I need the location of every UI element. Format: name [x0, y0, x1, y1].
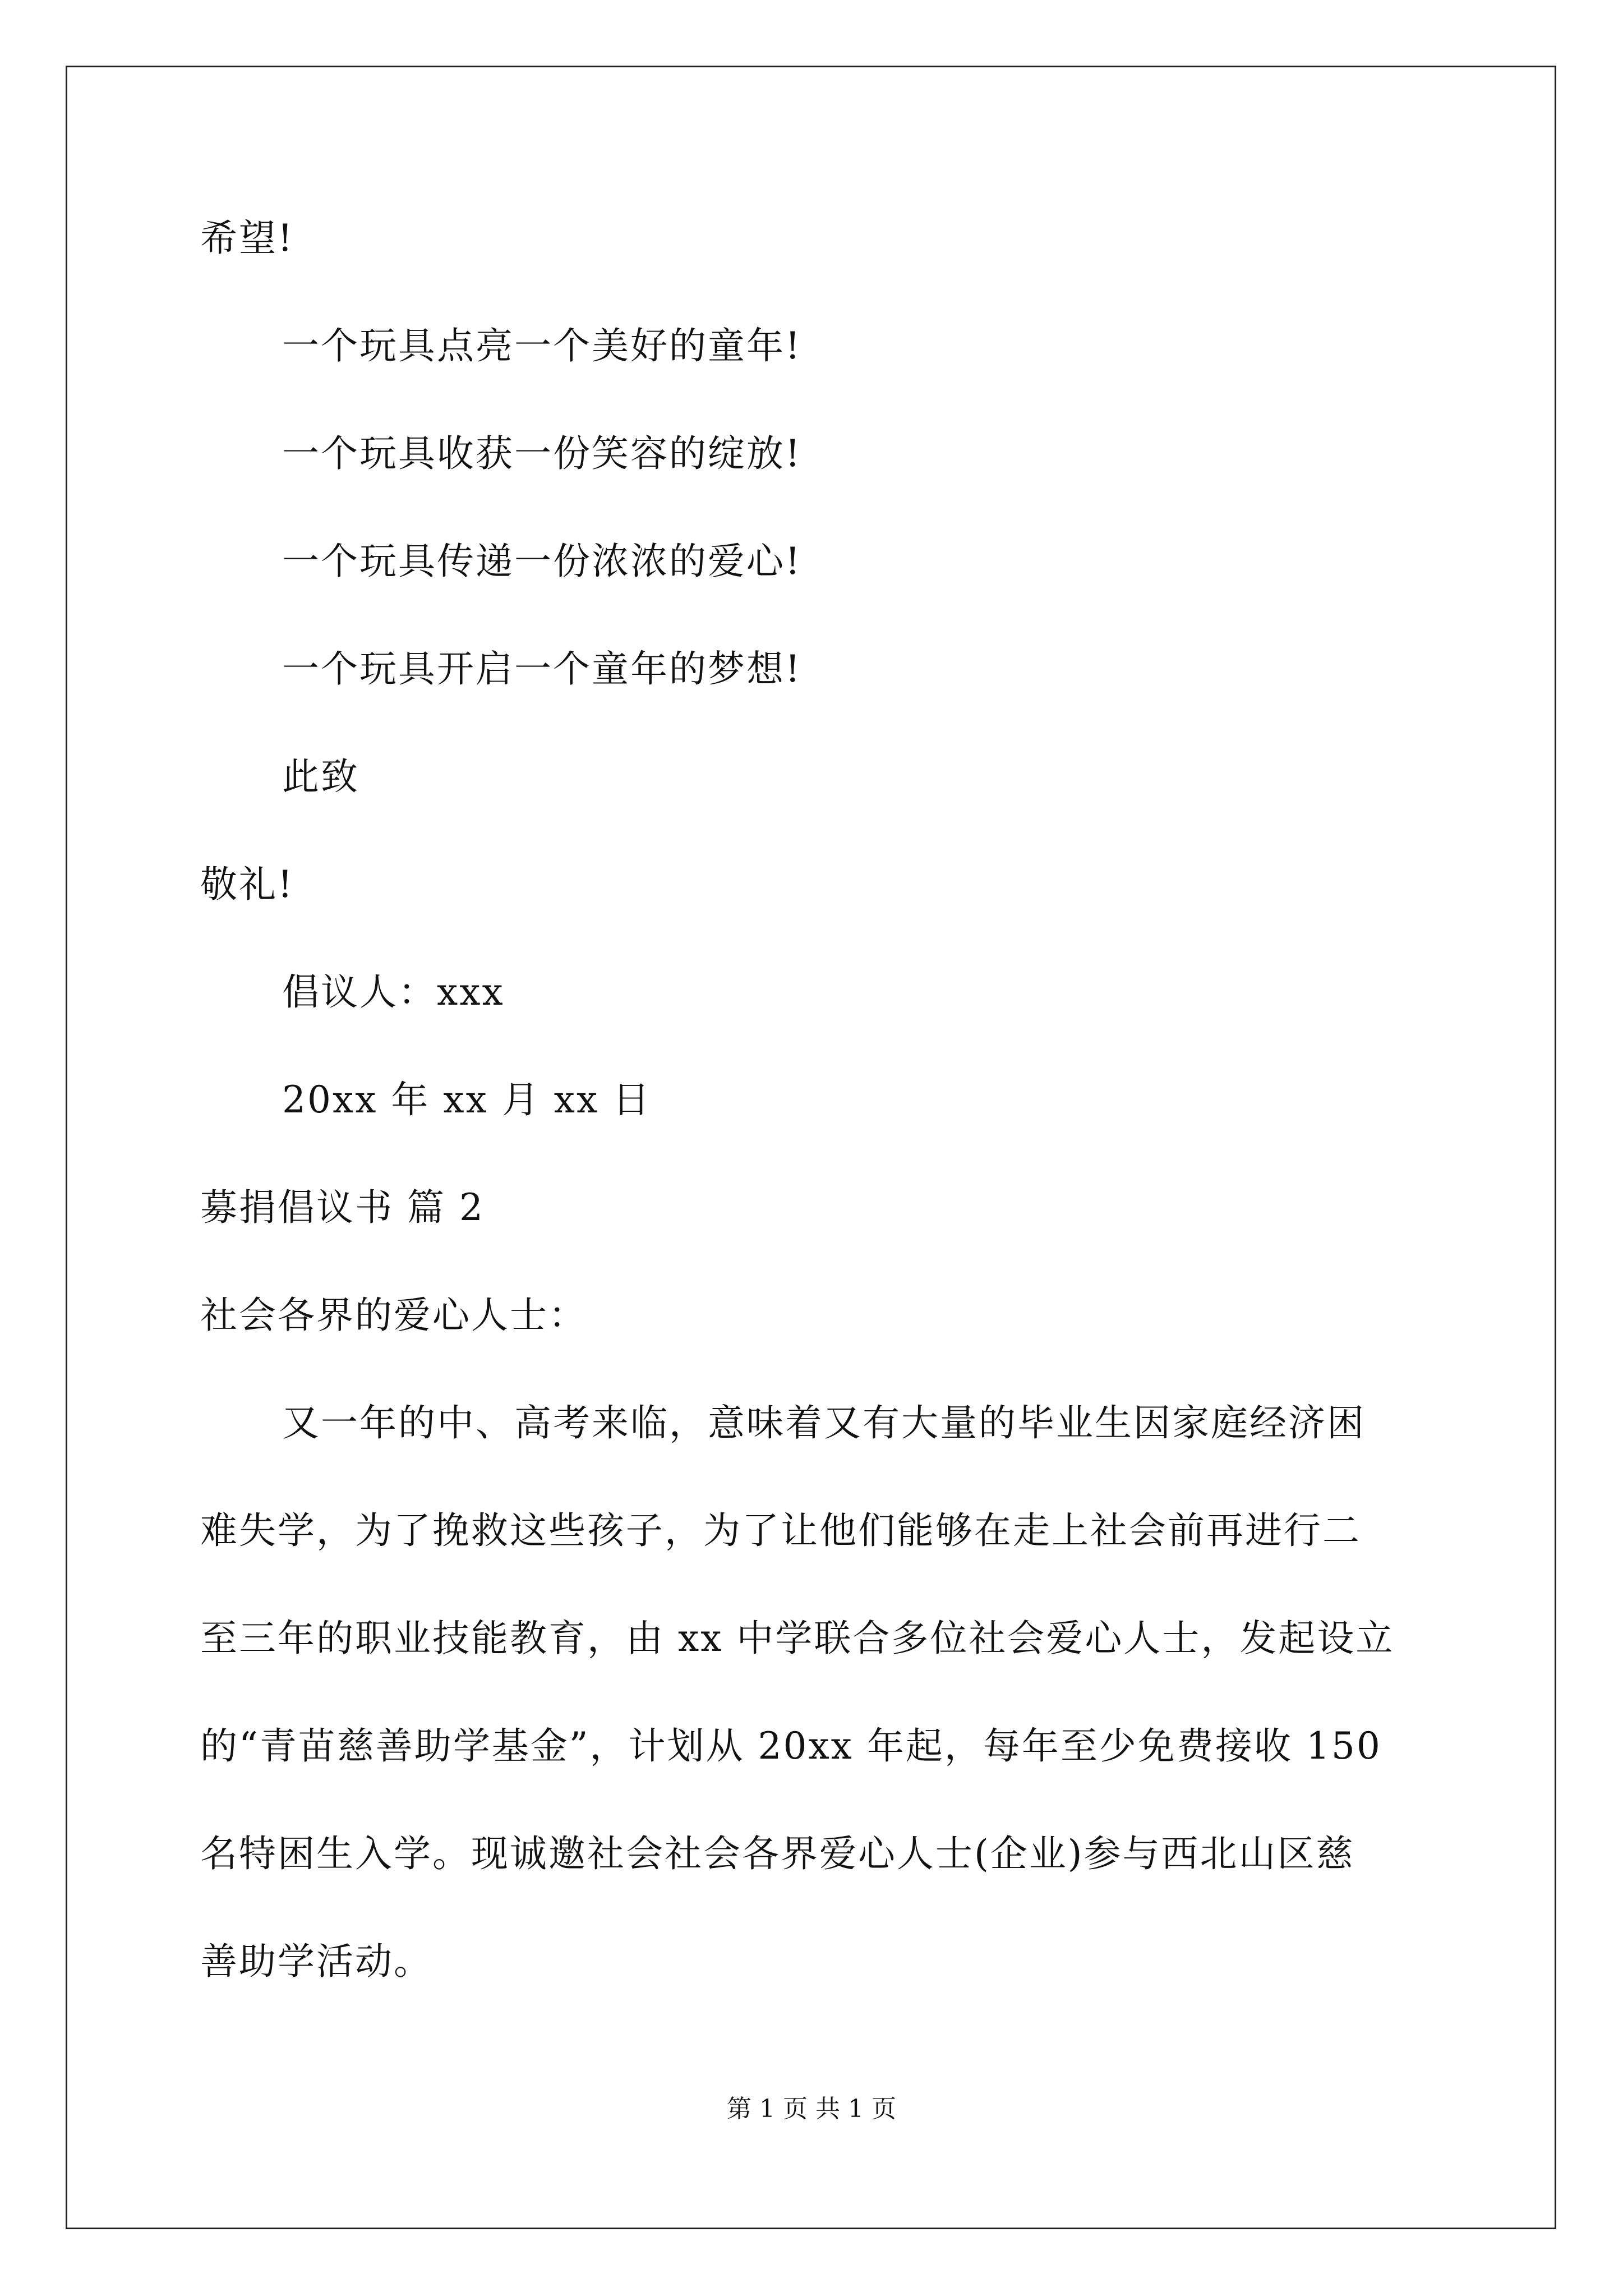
page-footer: 第 1 页 共 1 页 — [727, 2095, 896, 2123]
paragraph-line: 又一年的中、高考来临，意味着又有大量的毕业生因家庭经济困 — [282, 1401, 1366, 1444]
salutation-line: 敬礼! — [200, 863, 294, 906]
date-line: 20xx 年 xx 月 xx 日 — [282, 1078, 652, 1121]
paragraph-line: 善助学活动。 — [200, 1940, 432, 1983]
section-heading: 募捐倡议书 篇 2 — [200, 1186, 485, 1229]
paragraph-line: 的“青苗慈善助学基金”，计划从 20xx 年起，每年至少免费接收 150 — [200, 1724, 1382, 1768]
greeting-line: 社会各界的爱心人士： — [200, 1294, 587, 1337]
paragraph-line: 至三年的职业技能教育，由 xx 中学联合多位社会爱心人士，发起设立 — [200, 1617, 1395, 1660]
slogan-line: 一个玩具点亮一个美好的童年! — [282, 324, 802, 367]
slogan-line: 一个玩具开启一个童年的梦想! — [282, 647, 802, 691]
signer-line: 倡议人：xxx — [282, 970, 505, 1014]
closing-line: 此致 — [282, 755, 359, 798]
document-body — [200, 217, 1434, 1983]
paragraph-line: 名特困生入学。现诚邀社会社会各界爱心人士(企业)参与西北山区慈 — [200, 1832, 1355, 1875]
slogan-line: 一个玩具传递一份浓浓的爱心! — [282, 540, 802, 583]
paragraph-line: 难失学，为了挽救这些孩子，为了让他们能够在走上社会前再进行二 — [200, 1509, 1361, 1552]
text-line: 希望! — [200, 217, 294, 260]
body-paragraph — [200, 1401, 1434, 1983]
slogan-line: 一个玩具收获一份笑容的绽放! — [282, 432, 802, 475]
